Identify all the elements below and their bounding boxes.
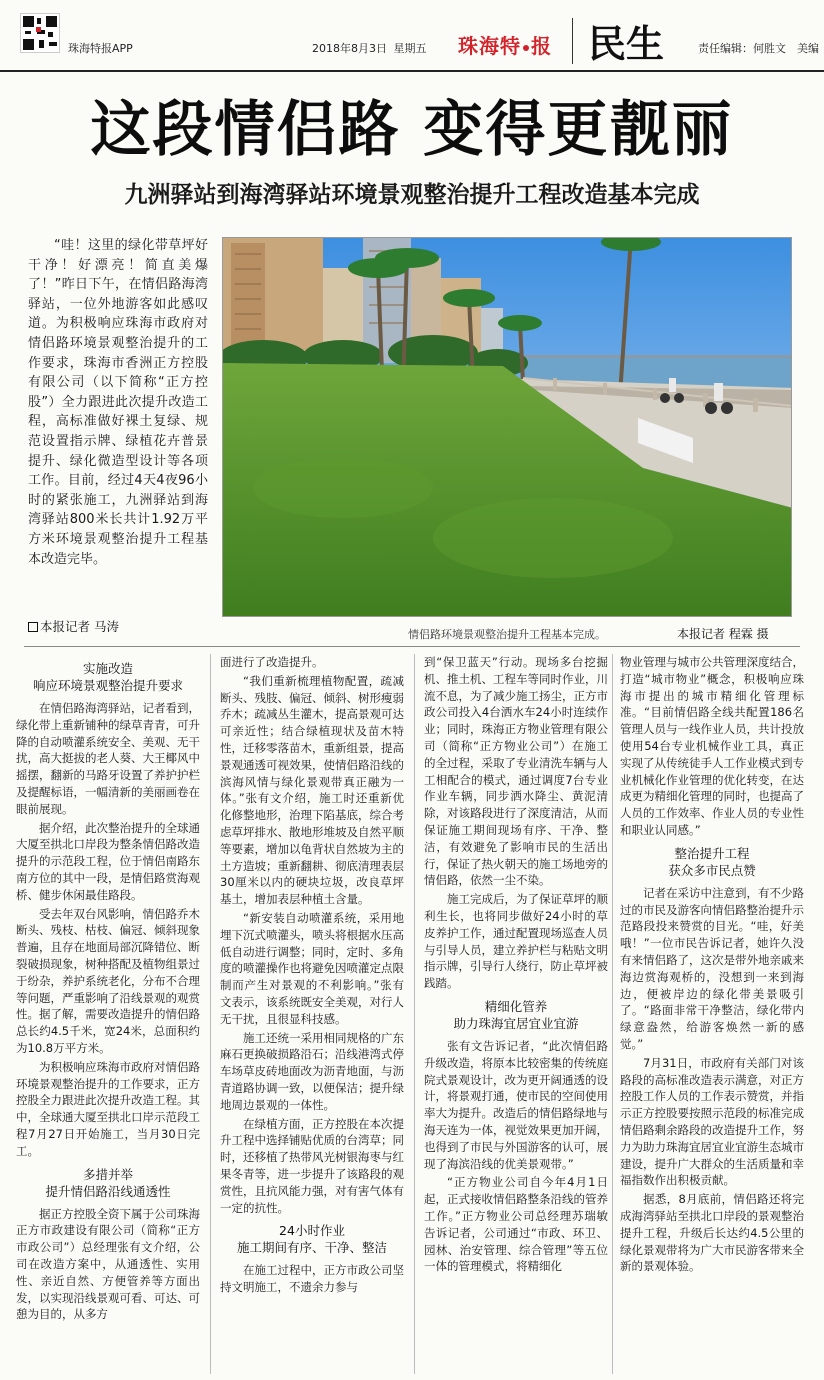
body-paragraph: 据悉，8月底前，情侣路还将完成海湾驿站至拱北口岸段的景观整治提升工程，升级后长达约4.5公里的绿化景观带将为广大市民游客带来全新的景观体验。: [620, 1192, 804, 1274]
subhead-line: 施工期间有序、干净、整洁: [236, 1240, 387, 1256]
byline-text: 本报记者 马涛: [40, 619, 119, 634]
body-paragraph: 到“保卫蓝天”行动。现场多台挖掘机、推土机、工程车等同时作业，川流不息，为了减少施工扬尘，正方市政公司投入4台洒水车24小时连续作业；同时，珠海正方物业管理有限公司（简称“正方物业公司”）在施工的全过程，采取了专业清洗车辆与人工相配合的模式，通过调度7台专业作业车辆，同步洒水降尘、黄泥清除，对该路段进行了深度清洁，从而保证施工期间现场有序、干净、整洁，有效避免了影响市民的生活出行，保证了热火朝天的施工场地旁的情侣路，依然一尘不染。: [424, 655, 608, 888]
body-paragraph: 施工还统一采用相同规格的广东麻石更换破损路沿石；沿线港湾式停车场草皮砖地面改为沥青地面，与沥青道路协调一致，以便保洁；提升绿地周边景观的一体性。: [220, 1030, 404, 1112]
body-paragraph: 面进行了改造提升。: [220, 655, 324, 669]
body-column-4: [620, 654, 804, 1376]
masthead: [0, 0, 824, 70]
subhead-line: 整治提升工程: [674, 845, 750, 861]
headline: 这段情侣路 变得更靓丽: [90, 95, 734, 165]
section-subhead: [16, 660, 200, 694]
section-subhead: [220, 1222, 404, 1256]
body-paragraph: 物业管理与城市公共管理深度结合，打造“城市物业”概念，积极响应珠海市提出的城市精细化管理标准。“目前情侣路全线共配置186名管理人员与一线作业人员，共计投放使用54台专业机械作业工具，真正实现了从传统徒手人工作业模式到专业机械化作业管理的优化转变，在达成更为精细化管理的同时，也提高了人员的工作效率、作业人员的专业性和职业认同感。”: [620, 655, 804, 837]
content-divider: [24, 646, 800, 647]
body-paragraph: “新安装自动喷灌系统，采用地埋下沉式喷灌头，喷头将根据水压高低自动进行调整；同时，定时、多角度的喷灌操作也将避免因喷灌定点限制而产生对景观的不利影响。”张有文表示，该系统既安全美观，对行人无干扰，且很显科技感。: [220, 910, 404, 1026]
app-name: 珠海特报APP: [68, 42, 133, 55]
qr-code-icon[interactable]: [20, 13, 60, 53]
photo-caption: 情侣路环境景观整治提升工程基本完成。: [408, 628, 606, 641]
body-paragraph: 受去年双台风影响，情侣路乔木断头、残枝、枯枝、偏冠、倾斜现象普遍，且存在地面局部沉降错位、断裂破损现象，树种搭配及植物组景过于纷杂，养护系统老化，分布不合理等问题，严重影响了沿线景观的观赏性。据了解，需要改造提升的情侣路总长约4.5千米，宽24米，总面积约为10.8万平方米。: [16, 906, 200, 1055]
masthead-divider: [572, 18, 573, 64]
section-subhead: [16, 1166, 200, 1200]
subheadline: 九洲驿站到海湾驿站环境景观整治提升工程改造基本完成: [124, 182, 700, 208]
body-column-3: [424, 654, 608, 1376]
issue-date: [312, 40, 427, 56]
body-paragraph: 为积极响应珠海市政府对情侣路环境景观整治提升的工作要求，正方控股全力跟进此次提升改造工程。其中，全球通大厦至拱北口岸示范段工程7月27日开始施工，当月30日完工。: [16, 1059, 200, 1158]
masthead-rule: [0, 70, 824, 72]
lead-paragraph: “哇！这里的绿化带草坪好干净！好漂亮！简直美爆了！”昨日下午，在情侣路海湾驿站，一位外地游客如此感叹道。为积极响应珠海市政府对情侣路环境景观整治提升的工作要求，珠海市香洲正方控股有限公司（以下简称“正方控股”）全力跟进此次提升改造工程，高标准做好裸土复绿、规范设置指示牌、绿植花卉普景提升、绿化微造型设计等各项工作。目前，经过4天4夜96小时的紧张施工，九洲驿站到海湾驿站800米长共计1.92万平方米环境景观整治提升工程基本改造完毕。: [28, 238, 208, 567]
body-paragraph: 在施工过程中，正方市政公司坚持文明施工，不遗余力参与: [220, 1263, 404, 1295]
column-divider: [612, 654, 613, 1374]
body-paragraph: 施工完成后，为了保证草坪的顺利生长，也将同步做好24小时的草皮养护工作，通过配置现场巡查人员与引导人员，建立养护栏与粘贴文明指示牌，引导行人绕行，防止草坪被践踏。: [424, 892, 608, 991]
body-paragraph: 7月31日，市政府有关部门对该路段的高标准改造表示满意，对正方控股工作人员的工作表示赞赏，并指示正方控股要按照示范段的标准完成情侣路剩余路段的改造提升工作，努力为助力珠海宜居宜业宜游生态城市建设，提升广大群众的生活质量和幸福指数作出积极贡献。: [620, 1055, 804, 1188]
subhead-line: 提升情侣路沿线通透性: [45, 1183, 171, 1199]
subhead-line: 获众多市民点赞: [668, 862, 756, 878]
body-paragraph: 在情侣路海湾驿站，记者看到，绿化带上重新铺种的绿草青青，可升降的自动喷灌系统安全、美观、无干扰，高大挺拔的老人葵、大王椰风中摇摆，翻新的马路牙设置了养护护栏及提醒标语，一幅清新的美丽画卷在眼前展现。: [16, 701, 200, 816]
subhead-line: 精细化管养: [484, 998, 548, 1014]
body-paragraph: 记者在采访中注意到，有不少路过的市民及游客向情侣路整治提升示范路段投来赞赏的目光。“哇，好美哦！”一位市民告诉记者，她许久没有来情侣路了，这次是带外地亲戚来海边赏海观桥的，没想到一来到海边，便被岸边的绿化带美景吸引了。“路面非常干净整洁，绿化带内绿意盎然，给游客焕然一新的感觉。”: [620, 885, 804, 1051]
body-column-1: [16, 654, 200, 1376]
body-paragraph: “我们重新梳理植物配置，疏减断头、残肢、偏冠、倾斜、树形瘦弱乔木；疏减丛生灌木，提高景观可达可亲近性；结合绿植现状及苗木特性，迁移零落苗木，重新组景，提高景观通透可视效果，使情侣路沿线的滨海风情与绿化景观带真正融为一体。”张有文介绍，施工时还重新优化修整地形，治理下陷基底，综合考虑草坪排水、散地形堆坡及自然平顺等要素，增加以龟背状自然坡为主的土方造坡；重新翻耕、彻底清理表层30厘米以内的硬块垃圾，改良草坪基土，增加表层种植土含量。: [220, 673, 404, 907]
date-text: 2018年8月3日: [312, 42, 387, 55]
body-paragraph: 张有文告诉记者，“此次情侣路升级改造，将原本比较密集的传统庭院式景观设计，改为更开阔通透的设计，将景观打通，使市民的空间使用率大为提升。改造后的情侣路绿地与海天连为一体，视觉效果更加开阔，也得到了市民与外国游客的认可，展现了海滨沿线的优美景观带。”: [424, 1038, 608, 1171]
newspaper-logo: 珠海特 报: [458, 34, 552, 58]
weekday-text: 星期五: [393, 42, 427, 55]
body-paragraph: 据正方控股全资下属于公司珠海正方市政建设有限公司（简称“正方市政公司”）总经理张有文介绍，公司在改造方案中，从通透性、实用性、亲近自然、方便管养等方面出发，以实现沿线景观可看、可达、可憩为目的，从多方: [16, 1206, 200, 1322]
section-title: 民生: [588, 22, 665, 66]
section-subhead: [620, 845, 804, 879]
section-subhead: [424, 998, 608, 1032]
subhead-line: 助力珠海宜居宜业宜游: [453, 1015, 579, 1031]
body-column-2: [220, 654, 404, 1376]
byline-box-icon: [28, 622, 38, 632]
lead-photo[interactable]: [222, 237, 792, 617]
body-paragraph: 据介绍，此次整治提升的全球通大厦至拱北口岸段为整条情侣路改造提升的示范段工程，位于情侣南路东南方位的其中一段，是情侣路赏海观桥、健步休闲最佳路段。: [16, 820, 200, 902]
body-paragraph: “正方物业公司自今年4月1日起，正式接收情侣路整条沿线的管养工作。”正方物业公司总经理苏瑞敏告诉记者，公司通过“市政、环卫、园林、治安管理、综合管理”等五位一体的管理模式，将精细化: [424, 1175, 608, 1274]
column-divider: [210, 654, 211, 1374]
subhead-line: 响应环境景观整治提升要求: [32, 678, 183, 693]
column-divider: [414, 654, 415, 1374]
body-paragraph: 在绿植方面，正方控股在本次提升工程中选择铺贴优质的台湾草；同时，还移植了热带风光树银海枣与红果冬青等，进一步提升了该路段的观赏性，且抗风能力强，对有害气体有一定的抗性。: [220, 1116, 404, 1215]
byline: [28, 617, 119, 635]
subhead-line: 实施改造: [82, 661, 133, 676]
photo-illustration: [223, 238, 792, 617]
subhead-line: 24小时作业: [279, 1223, 345, 1239]
photo-credit: 本报记者 程霖 摄: [677, 627, 769, 641]
editor-credits: 责任编辑：何胜文 美编: [698, 42, 819, 55]
subhead-line: 多措并举: [82, 1166, 133, 1182]
